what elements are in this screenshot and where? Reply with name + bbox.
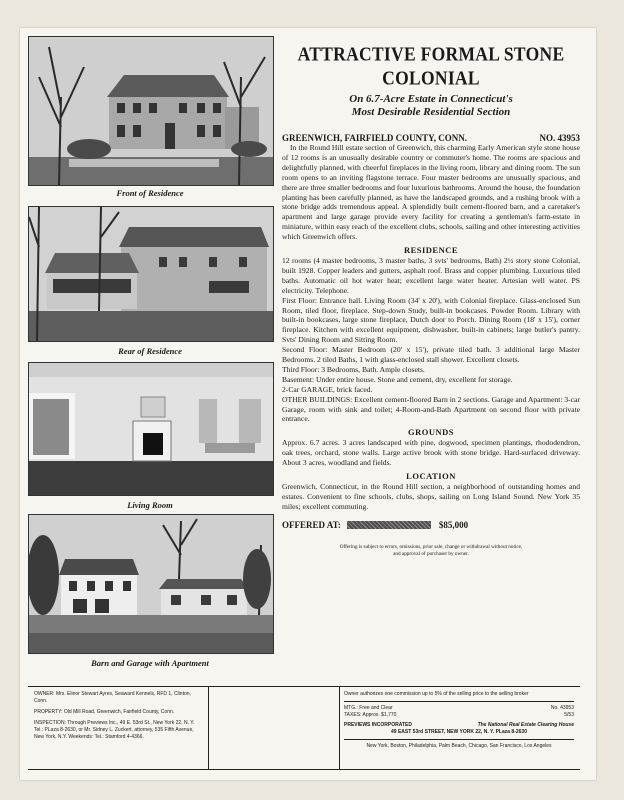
other-buildings: OTHER BUILDINGS: Excellent cement-floored Barn in 2 sections. Garage and Apartment: 3-car Garage, room with sink and toilet; 4-Room-and-Bath Apartment on second floor with private entrance.	[282, 394, 580, 424]
company-tagline: The National Real Estate Clearing House	[477, 722, 574, 728]
footer	[28, 686, 580, 770]
grounds-heading: GROUNDS	[407, 427, 454, 438]
location-line	[282, 133, 580, 143]
listing-subtitle	[282, 93, 580, 119]
front-caption: Front of Residence	[116, 188, 184, 198]
rear-caption: Rear of Residence	[118, 346, 182, 356]
footer-rule-2	[344, 739, 574, 740]
taxes-info: TAXES: Approx. $1,770	[344, 712, 397, 718]
listing-title: ATTRACTIVE FORMAL STONE COLONIAL	[297, 42, 565, 90]
grounds-text: Approx. 6.7 acres. 3 acres landscaped with pine, dogwood, specimen plantings, rhododendron, oak trees, orchard, stone walls. Large active brook with stone bridge. Hard-surfaced driveway. About 3 acres, woodland and fields.	[282, 438, 580, 468]
offered-line	[282, 520, 580, 530]
disclaimer-line-2: and approval of purchaser by owner.	[393, 550, 469, 557]
offered-price: $85,000	[438, 519, 469, 530]
living-room-caption: Living Room	[127, 500, 173, 510]
residence-summary: 12 rooms (4 master bedrooms, 3 master baths, 3 svts' bedrooms, Bath) 2½ story stone Colonial, built 1928. Copper leaders and gutters, asphalt roof. Brass and copper plumbing. Luxurious tiled baths. Automatic oil hot water heat; excellent large water heater. Artesian well water. PS electricity. Telephone.	[282, 255, 580, 295]
commission-note: Owner authorizes one commission up to 5% of the selling price to the selling broker	[344, 691, 529, 697]
first-floor: First Floor: Entrance hall. Living Room (34' x 20'), with Colonial fireplace. Glass-enclosed Sun Room, tiled floor, fireplace. Step-down Study, built-in bookcases. Powder Room. Library with built-in bookcases, large stone fireplace, Dutch door to Porch. Dining Room (18' x 15'), corner fireplace. Kitchen with excellent equipment, dishwasher, built-in cabinets; large butler's pantry. Svts' Dining Room and Sitting Room.	[282, 295, 580, 345]
property-info: PROPERTY: Old Mill Road, Greenwich, Fairfield County, Conn.	[34, 709, 175, 715]
second-floor: Second Floor: Master Bedroom (20' x 15'), private tiled bath. 3 additional large Master Bedrooms. 2 tiled Baths, 1 with glass-enclosed stall shower. Excellent closets.	[282, 345, 580, 365]
footer-rule-1	[344, 701, 574, 702]
subtitle-line-1: On 6.7-Acre Estate in Connecticut's	[349, 93, 513, 105]
barn-caption: Barn and Garage with Apartment	[91, 658, 209, 668]
disclaimer	[282, 544, 580, 558]
front-photo	[28, 36, 274, 186]
inspection-info: INSPECTION: Through Previews Inc., 49 E. 53rd St., New York 22, N. Y. Tel.: PLaza 8-2630, or Mr. Sidney L. Zuckert, attorney, 535 Fifth Avenue, New York, N.Y. Weekends: Tel.: Stamford 4-4366.	[34, 720, 195, 740]
company-name: PREVIEWS INCORPORATED	[344, 722, 412, 728]
third-floor: Third Floor: 3 Bedrooms, Bath. Ample closets.	[282, 364, 425, 374]
garage: 2-Car GARAGE, brick faced.	[282, 384, 373, 394]
company-address: 49 EAST 53rd STREET, NEW YORK 22, N. Y. PLaza 8-2630	[391, 729, 527, 735]
listing-number: NO. 43953	[539, 133, 580, 143]
location-heading: LOCATION	[406, 471, 456, 481]
footer-broker-info	[338, 687, 580, 769]
residence-heading: RESIDENCE	[403, 245, 459, 256]
basement: Basement: Under entire house. Stone and cement, dry, excellent for storage.	[282, 374, 513, 384]
barn-photo	[28, 514, 274, 654]
footer-owner-info	[28, 687, 208, 769]
rear-photo	[28, 206, 274, 342]
disclaimer-line-1: Offering is subject to errors, omissions, prior sale, change or withdrawal without notice,	[339, 543, 523, 550]
footer-listing-number: No. 43953	[550, 705, 574, 711]
struck-out-price	[347, 520, 431, 530]
subtitle-line-2: Most Desirable Residential Section	[351, 106, 511, 118]
owner-info: OWNER: Mrs. Elinor Stewart Ayres, Seaward Kennels, RFD 1, Clinton, Conn.	[34, 691, 191, 704]
listing-text-column	[282, 40, 580, 558]
location-county: GREENWICH, FAIRFIELD COUNTY, CONN.	[282, 133, 468, 143]
footer-spacer	[208, 687, 340, 769]
intro-paragraph: In the Round Hill estate section of Greenwich, this charming Early American style stone house of 12 rooms is an unusually desirable country or commuter's home. The rooms are spacious and delightfully planned, with cheerful fireplaces in the living room, library and dining room. The sun room opens to an inviting flagstone terrace. Four master bedrooms are unusually spacious, and there are three smaller bedrooms and four luxurious bathrooms. Around the house, the foundation planting has been carefully planned, as have the landscaped grounds, and a rushing brook with a stone bridge adds tremendous appeal. A splendidly built cement-floored barn, and a caretaker's apartment and large garage provide every facility for creating a gentleman's farm-estate in miniature, within easy reach of the excellent clubs, schools, sailing and other interesting activities which Greenwich offers.	[282, 143, 580, 242]
listing-date: 5/53	[564, 712, 574, 718]
office-cities: New York, Boston, Philadelphia, Palm Beach, Chicago, San Francisco, Los Angeles	[366, 743, 552, 749]
location-text: Greenwich, Connecticut, in the Round Hill section, a neighborhood of outstanding homes and estates. Convenient to fine schools, clubs, shops, sailing on Long Island Sound. New York 35 miles; excellent commuting.	[282, 481, 580, 511]
living-room-photo	[28, 362, 274, 496]
mortgage-info: MTG.: Free and Clear	[344, 705, 393, 711]
offered-label: OFFERED AT:	[282, 519, 341, 530]
